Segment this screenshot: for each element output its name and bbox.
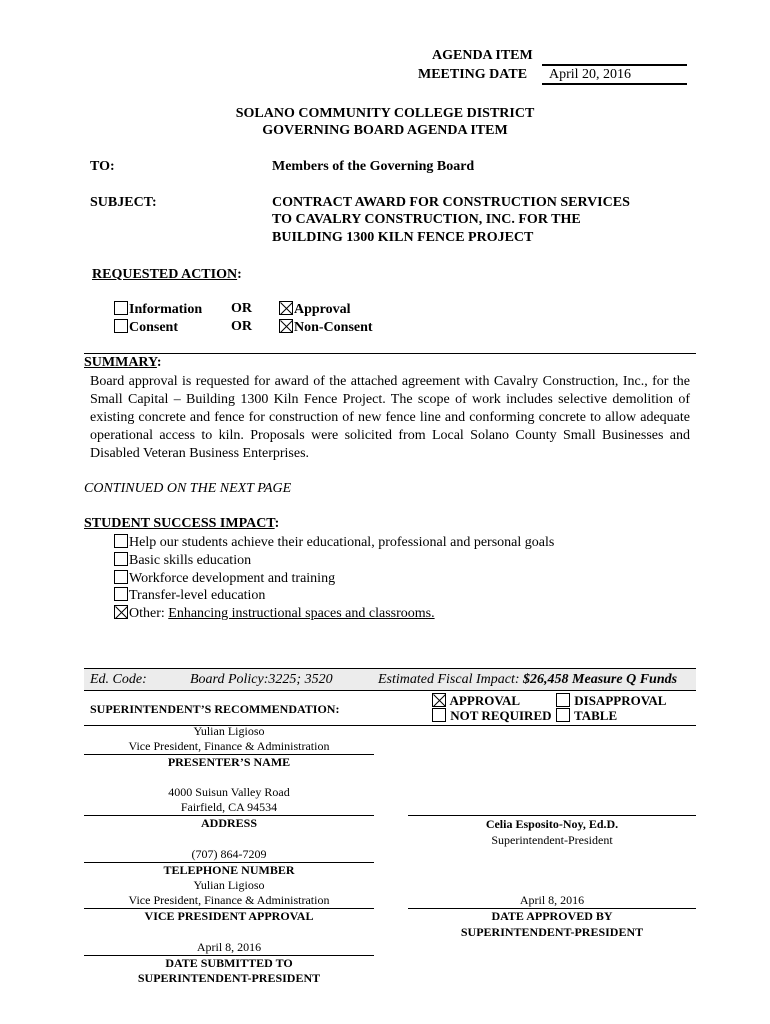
agenda-title: GOVERNING BOARD AGENDA ITEM: [262, 123, 508, 138]
meeting-date-underline: [542, 83, 687, 85]
checkbox-icon[interactable]: [114, 534, 128, 548]
section-divider: [84, 353, 696, 354]
address-label: ADDRESS: [200, 816, 257, 830]
presenter-name: Yulian Ligioso: [193, 724, 265, 738]
or-label: OR: [231, 301, 252, 316]
checkbox-icon[interactable]: [114, 570, 128, 584]
not-required-recommendation[interactable]: NOT REQUIRED: [432, 708, 552, 724]
checkbox-icon[interactable]: [114, 301, 128, 315]
summary-heading: SUMMARY:: [84, 355, 162, 370]
subject-line: BUILDING 1300 KILN FENCE PROJECT: [272, 230, 534, 245]
fiscal-impact: Estimated Fiscal Impact: $26,458 Measure Q Funds: [378, 672, 678, 687]
checked-checkbox-icon[interactable]: [279, 319, 293, 333]
table-recommendation[interactable]: TABLE: [556, 708, 617, 724]
date-approved-label: DATE APPROVED BY: [491, 909, 613, 923]
superintendent-name: Celia Esposito-Noy, Ed.D.: [485, 817, 619, 831]
phone-value: (707) 864-7209: [191, 847, 267, 861]
address-line2: Fairfield, CA 94534: [180, 800, 278, 814]
presenter-title: Vice President, Finance & Administration: [128, 739, 330, 753]
district-title: SOLANO COMMUNITY COLLEGE DISTRICT: [235, 106, 535, 121]
meeting-date-value: April 20, 2016: [549, 67, 632, 82]
fiscal-bottom-rule: [84, 690, 696, 691]
meeting-date-label: MEETING DATE: [418, 67, 528, 82]
ed-code-label: Ed. Code:: [90, 672, 147, 687]
checkbox-icon[interactable]: [556, 708, 570, 722]
checkbox-icon[interactable]: [114, 552, 128, 566]
subject-line: TO CAVALRY CONSTRUCTION, INC. FOR THE: [272, 212, 581, 227]
agenda-item-label: AGENDA ITEM: [432, 48, 533, 63]
or-label: OR: [231, 319, 252, 334]
agenda-item-underline: [542, 64, 687, 66]
phone-label: TELEPHONE NUMBER: [163, 863, 295, 877]
information-option[interactable]: Information: [114, 301, 202, 318]
vp-name: Yulian Ligioso: [193, 878, 265, 892]
date-submitted-label: SUPERINTENDENT-PRESIDENT: [137, 971, 321, 985]
vp-title: Vice President, Finance & Administration: [128, 893, 330, 907]
checked-checkbox-icon[interactable]: [114, 605, 128, 619]
superintendent-signature-line: [408, 815, 696, 816]
subject-label: SUBJECT:: [90, 195, 157, 210]
student-success-item[interactable]: Transfer-level education: [114, 587, 265, 604]
continued-note: CONTINUED ON THE NEXT PAGE: [84, 481, 292, 496]
date-approved-label: SUPERINTENDENT-PRESIDENT: [460, 925, 644, 939]
checkbox-icon[interactable]: [432, 708, 446, 722]
checked-checkbox-icon[interactable]: [279, 301, 293, 315]
non-consent-option[interactable]: Non-Consent: [279, 319, 373, 336]
to-value: Members of the Governing Board: [272, 159, 475, 174]
student-success-item[interactable]: Help our students achieve their educational, professional and personal goals: [114, 534, 554, 551]
recommendation-label: SUPERINTENDENT’S RECOMMENDATION:: [90, 702, 340, 716]
address-line1: 4000 Suisun Valley Road: [168, 785, 290, 799]
date-submitted-label: DATE SUBMITTED TO: [165, 956, 293, 970]
student-success-other[interactable]: Other: Enhancing instructional spaces and classrooms.: [114, 605, 435, 622]
approval-recommendation[interactable]: APPROVAL: [432, 693, 520, 709]
checkbox-icon[interactable]: [114, 587, 128, 601]
date-approved-value: April 8, 2016: [519, 893, 585, 907]
checkbox-icon[interactable]: [556, 693, 570, 707]
subject-line: CONTRACT AWARD FOR CONSTRUCTION SERVICES: [272, 195, 630, 210]
disapproval-recommendation[interactable]: DISAPPROVAL: [556, 693, 666, 709]
superintendent-title: Superintendent-President: [491, 833, 613, 847]
checkbox-icon[interactable]: [114, 319, 128, 333]
board-policy: Board Policy:3225; 3520: [190, 672, 333, 687]
student-success-item[interactable]: Workforce development and training: [114, 570, 335, 587]
student-success-heading: STUDENT SUCCESS IMPACT:: [84, 516, 280, 531]
approval-option[interactable]: Approval: [279, 301, 351, 318]
presenter-label: PRESENTER’S NAME: [167, 755, 291, 769]
requested-action-heading: REQUESTED ACTION:: [92, 267, 242, 282]
checked-checkbox-icon[interactable]: [432, 693, 446, 707]
date-submitted-value: April 8, 2016: [196, 940, 262, 954]
consent-option[interactable]: Consent: [114, 319, 178, 336]
student-success-item[interactable]: Basic skills education: [114, 552, 251, 569]
vp-approval-label: VICE PRESIDENT APPROVAL: [144, 909, 314, 923]
summary-text: Board approval is requested for award of the attached agreement with Cavalry Construction, Inc., for the Small Capital – Building 1300 Kiln Fence Project. The scope of work includes selective demolition of existing concrete and fence for construction of new fence line and conforming concrete to allow adequate operational access to kiln. Proposals were solicited from Local Solano County Small Businesses and Disabled Veteran Business Enterprises.: [90, 374, 690, 461]
to-label: TO:: [90, 159, 115, 174]
